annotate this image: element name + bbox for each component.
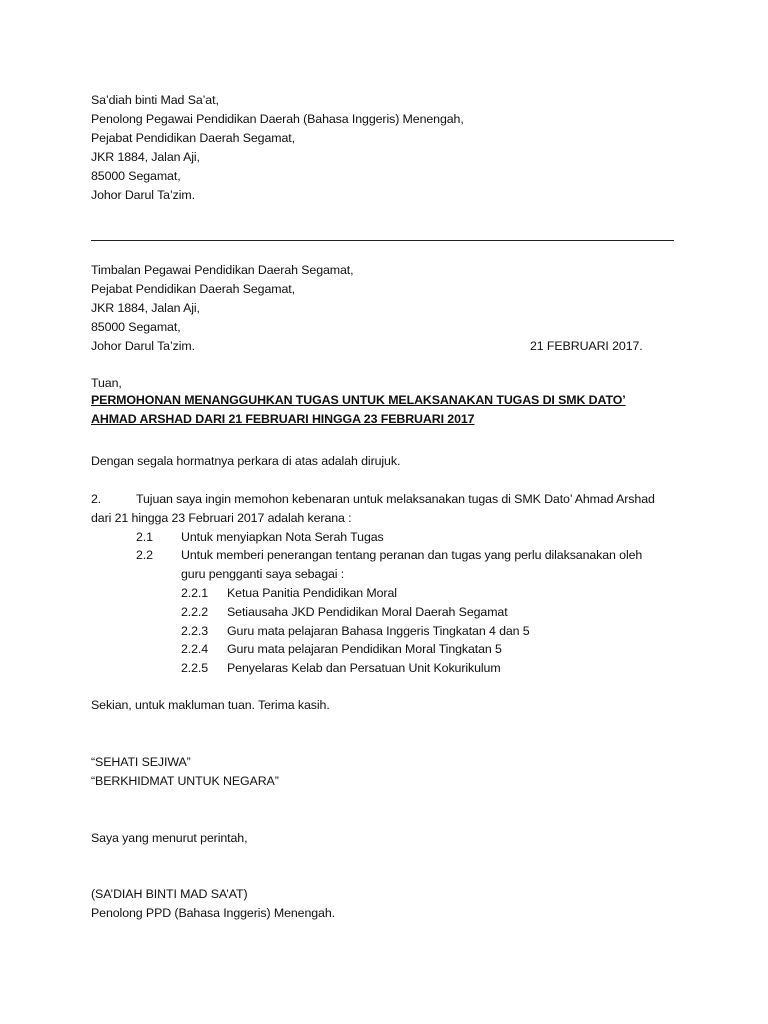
- closing-line: Sekian, untuk makluman tuan. Terima kasih.: [91, 698, 330, 712]
- subitem-number: 2.2.3: [181, 624, 209, 638]
- subitem-number: 2.2.1: [181, 586, 209, 600]
- recipient-state: Johor Darul Ta’zim.: [91, 339, 195, 353]
- signature-name: (SA’DIAH BINTI MAD SA’AT): [91, 887, 248, 901]
- address-divider: [91, 240, 674, 241]
- subject-line-1: PERMOHONAN MENANGGUHKAN TUGAS UNTUK MELAKSANAKAN TUGAS DI SMK DATO’: [91, 393, 626, 407]
- subject-heading: [91, 391, 626, 429]
- recipient-address: [91, 261, 354, 356]
- recipient-office: Pejabat Pendidikan Daerah Segamat,: [91, 282, 295, 296]
- para2-line-2: dari 21 hingga 23 Februari 2017 adalah kerana :: [91, 511, 352, 525]
- subitem-text: Guru mata pelajaran Bahasa Inggeris Tingkatan 4 dan 5: [227, 624, 530, 638]
- subitem-number: 2.2.5: [181, 661, 209, 675]
- recipient-title: Timbalan Pegawai Pendidikan Daerah Segamat,: [91, 263, 354, 277]
- subitem-text: Guru mata pelajaran Pendidikan Moral Tingkatan 5: [227, 642, 502, 656]
- sender-street: JKR 1884, Jalan Aji,: [91, 150, 200, 164]
- subitem-text: Setiausaha JKD Pendidikan Moral Daerah Segamat: [227, 605, 508, 619]
- motto-2: “BERKHIDMAT UNTUK NEGARA”: [91, 774, 279, 788]
- item-text-continued: guru pengganti saya sebagai :: [181, 567, 345, 581]
- subitem-number: 2.2.4: [181, 642, 209, 656]
- letter-date: 21 FEBRUARI 2017.: [530, 339, 643, 353]
- subject-line-2: AHMAD ARSHAD DARI 21 FEBRUARI HINGGA 23 FEBRUARI 2017: [91, 412, 475, 426]
- subitem-text: Ketua Panitia Pendidikan Moral: [227, 586, 397, 600]
- motto-1: “SEHATI SEJIWA”: [91, 755, 191, 769]
- subitem-number: 2.2.2: [181, 605, 209, 619]
- item-number: 2.2: [136, 548, 153, 562]
- sender-position: Penolong Pegawai Pendidikan Daerah (Bahasa Inggeris) Menengah,: [91, 112, 464, 126]
- subitem-text: Penyelaras Kelab dan Persatuan Unit Kokurikulum: [227, 661, 501, 675]
- signature-position: Penolong PPD (Bahasa Inggeris) Menengah.: [91, 906, 335, 920]
- signoff: Saya yang menurut perintah,: [91, 831, 248, 845]
- recipient-street: JKR 1884, Jalan Aji,: [91, 301, 200, 315]
- sender-name: Sa’diah binti Mad Sa’at,: [91, 93, 219, 107]
- sender-city: 85000 Segamat,: [91, 169, 181, 183]
- sender-address: [91, 91, 464, 205]
- para2-number: 2.: [91, 492, 102, 506]
- para2-line-1: Tujuan saya ingin memohon kebenaran untuk melaksanakan tugas di SMK Dato’ Ahmad Arshad: [136, 492, 655, 506]
- sender-office: Pejabat Pendidikan Daerah Segamat,: [91, 131, 295, 145]
- item-number: 2.1: [136, 530, 153, 544]
- salutation: Tuan,: [91, 376, 122, 390]
- intro-paragraph: Dengan segala hormatnya perkara di atas adalah dirujuk.: [91, 454, 401, 468]
- sender-state: Johor Darul Ta’zim.: [91, 188, 195, 202]
- item-text: Untuk memberi penerangan tentang peranan dan tugas yang perlu dilaksanakan oleh: [181, 548, 643, 562]
- recipient-city: 85000 Segamat,: [91, 320, 181, 334]
- item-text: Untuk menyiapkan Nota Serah Tugas: [181, 530, 384, 544]
